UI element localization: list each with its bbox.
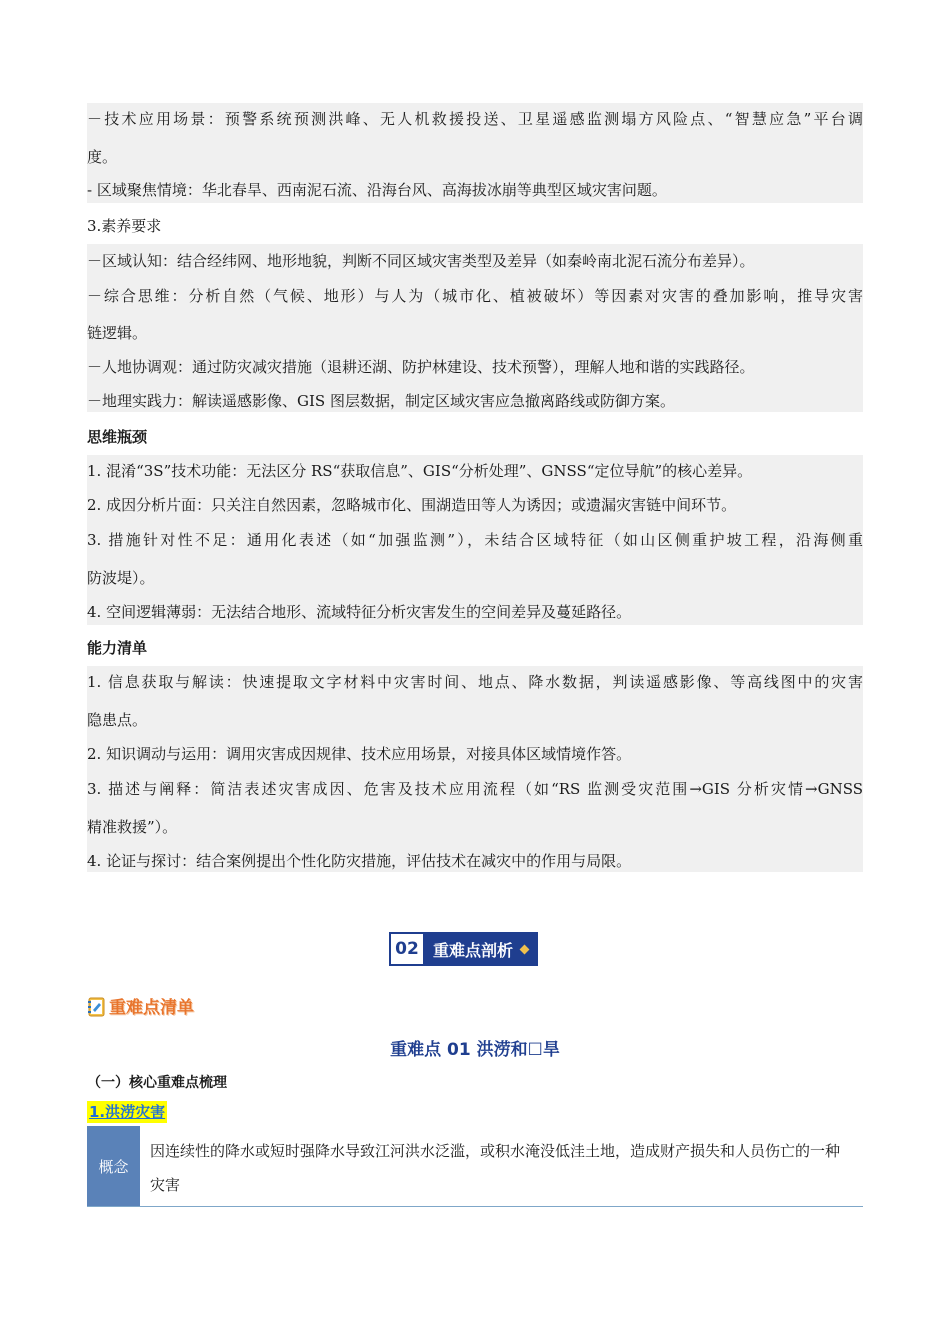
- ability-line-4: 4. 论证与探讨：结合案例提出个性化防灾措施，评估技术在减灾中的作用与局限。: [87, 852, 632, 870]
- section-banner: [389, 932, 538, 966]
- tech-line-1: －技术应用场景：预警系统预测洪峰、无人机救援投送、卫星遥感监测塌方风险点、“智慧应急”平台调: [87, 110, 863, 128]
- section-number: 02: [391, 934, 423, 964]
- ability-line-3-cont: 精准救援”）。: [87, 818, 178, 836]
- concept-header-cell: 概念: [87, 1126, 140, 1206]
- literacy-line-4: －地理实践力：解读遥感影像、GIS 图层数据，制定区域灾害应急撤离路线或防御方案。: [87, 392, 675, 410]
- section-title-box: [423, 934, 536, 964]
- literacy-line-3: －人地协调观：通过防灾减灾措施（退耕还湖、防护林建设、技术预警），理解人地和谐的实践路径。: [87, 358, 755, 376]
- ability-heading: 能力清单: [87, 639, 148, 657]
- bottleneck-heading: 思维瓶颈: [87, 428, 148, 446]
- bottleneck-line-1: 1. 混淆“3S”技术功能：无法区分 RS“获取信息”、GIS“分析处理”、GNSS“定位导航”的核心差异。: [87, 462, 753, 480]
- literacy-heading: 3.素养要求: [87, 217, 162, 235]
- diamond-icon: [520, 944, 530, 954]
- tech-line-1-cont: 度。: [87, 148, 118, 166]
- ability-line-3: 3. 描述与阐释：简洁表述灾害成因、危害及技术应用流程（如“RS 监测受灾范围→GIS 分析灾情→GNSS: [87, 780, 863, 798]
- bottleneck-line-3-cont: 防波堤）。: [87, 569, 155, 587]
- flood-label: 1.洪涝灾害: [89, 1103, 166, 1121]
- ability-line-2: 2. 知识调动与运用：调用灾害成因规律、技术应用场景，对接具体区域情境作答。: [87, 745, 632, 763]
- literacy-line-1: －区域认知：结合经纬网、地形地貌，判断不同区域灾害类型及差异（如秦岭南北泥石流分布差异）。: [87, 252, 755, 270]
- bottleneck-line-4: 4. 空间逻辑薄弱：无法结合地形、流域特征分析灾害发生的空间差异及蔓延路径。: [87, 603, 632, 621]
- list-title: 重难点清单: [109, 998, 194, 1018]
- section-title: 重难点剖析: [433, 940, 514, 960]
- sub-heading: （一）核心重难点梳理: [87, 1075, 227, 1091]
- tech-line-2: - 区域聚焦情境：华北春旱、西南泥石流、沿海台风、高海拔冰崩等典型区域灾害问题。: [87, 181, 667, 199]
- literacy-line-2-cont: 链逻辑。: [87, 324, 148, 342]
- bottleneck-line-3: 3. 措施针对性不足：通用化表述（如“加强监测”），未结合区域特征（如山区侧重护坡工程，沿海侧重: [87, 531, 863, 549]
- concept-body-cell: 因连续性的降水或短时强降水导致江河洪水泛滥，或积水淹没低洼土地，造成财产损失和人员伤亡的一种灾害: [150, 1142, 841, 1194]
- notebook-icon: [87, 996, 107, 1016]
- ability-line-1-cont: 隐患点。: [87, 711, 148, 729]
- ability-line-1: 1. 信息获取与解读：快速提取文字材料中灾害时间、地点、降水数据，判读遥感影像、等高线图中的灾害: [87, 673, 863, 691]
- list-header: [87, 993, 194, 1018]
- concept-table: [87, 1126, 863, 1207]
- literacy-line-2: －综合思维：分析自然（气候、地形）与人为（城市化、植被破坏）等因素对灾害的叠加影响，推导灾害: [87, 287, 863, 305]
- ability-block: [87, 666, 863, 872]
- bottleneck-line-2: 2. 成因分析片面：只关注自然因素，忽略城市化、围湖造田等人为诱因；或遗漏灾害链中间环节。: [87, 496, 737, 514]
- topic-title: 重难点 01 洪涝和☐旱: [390, 1040, 560, 1060]
